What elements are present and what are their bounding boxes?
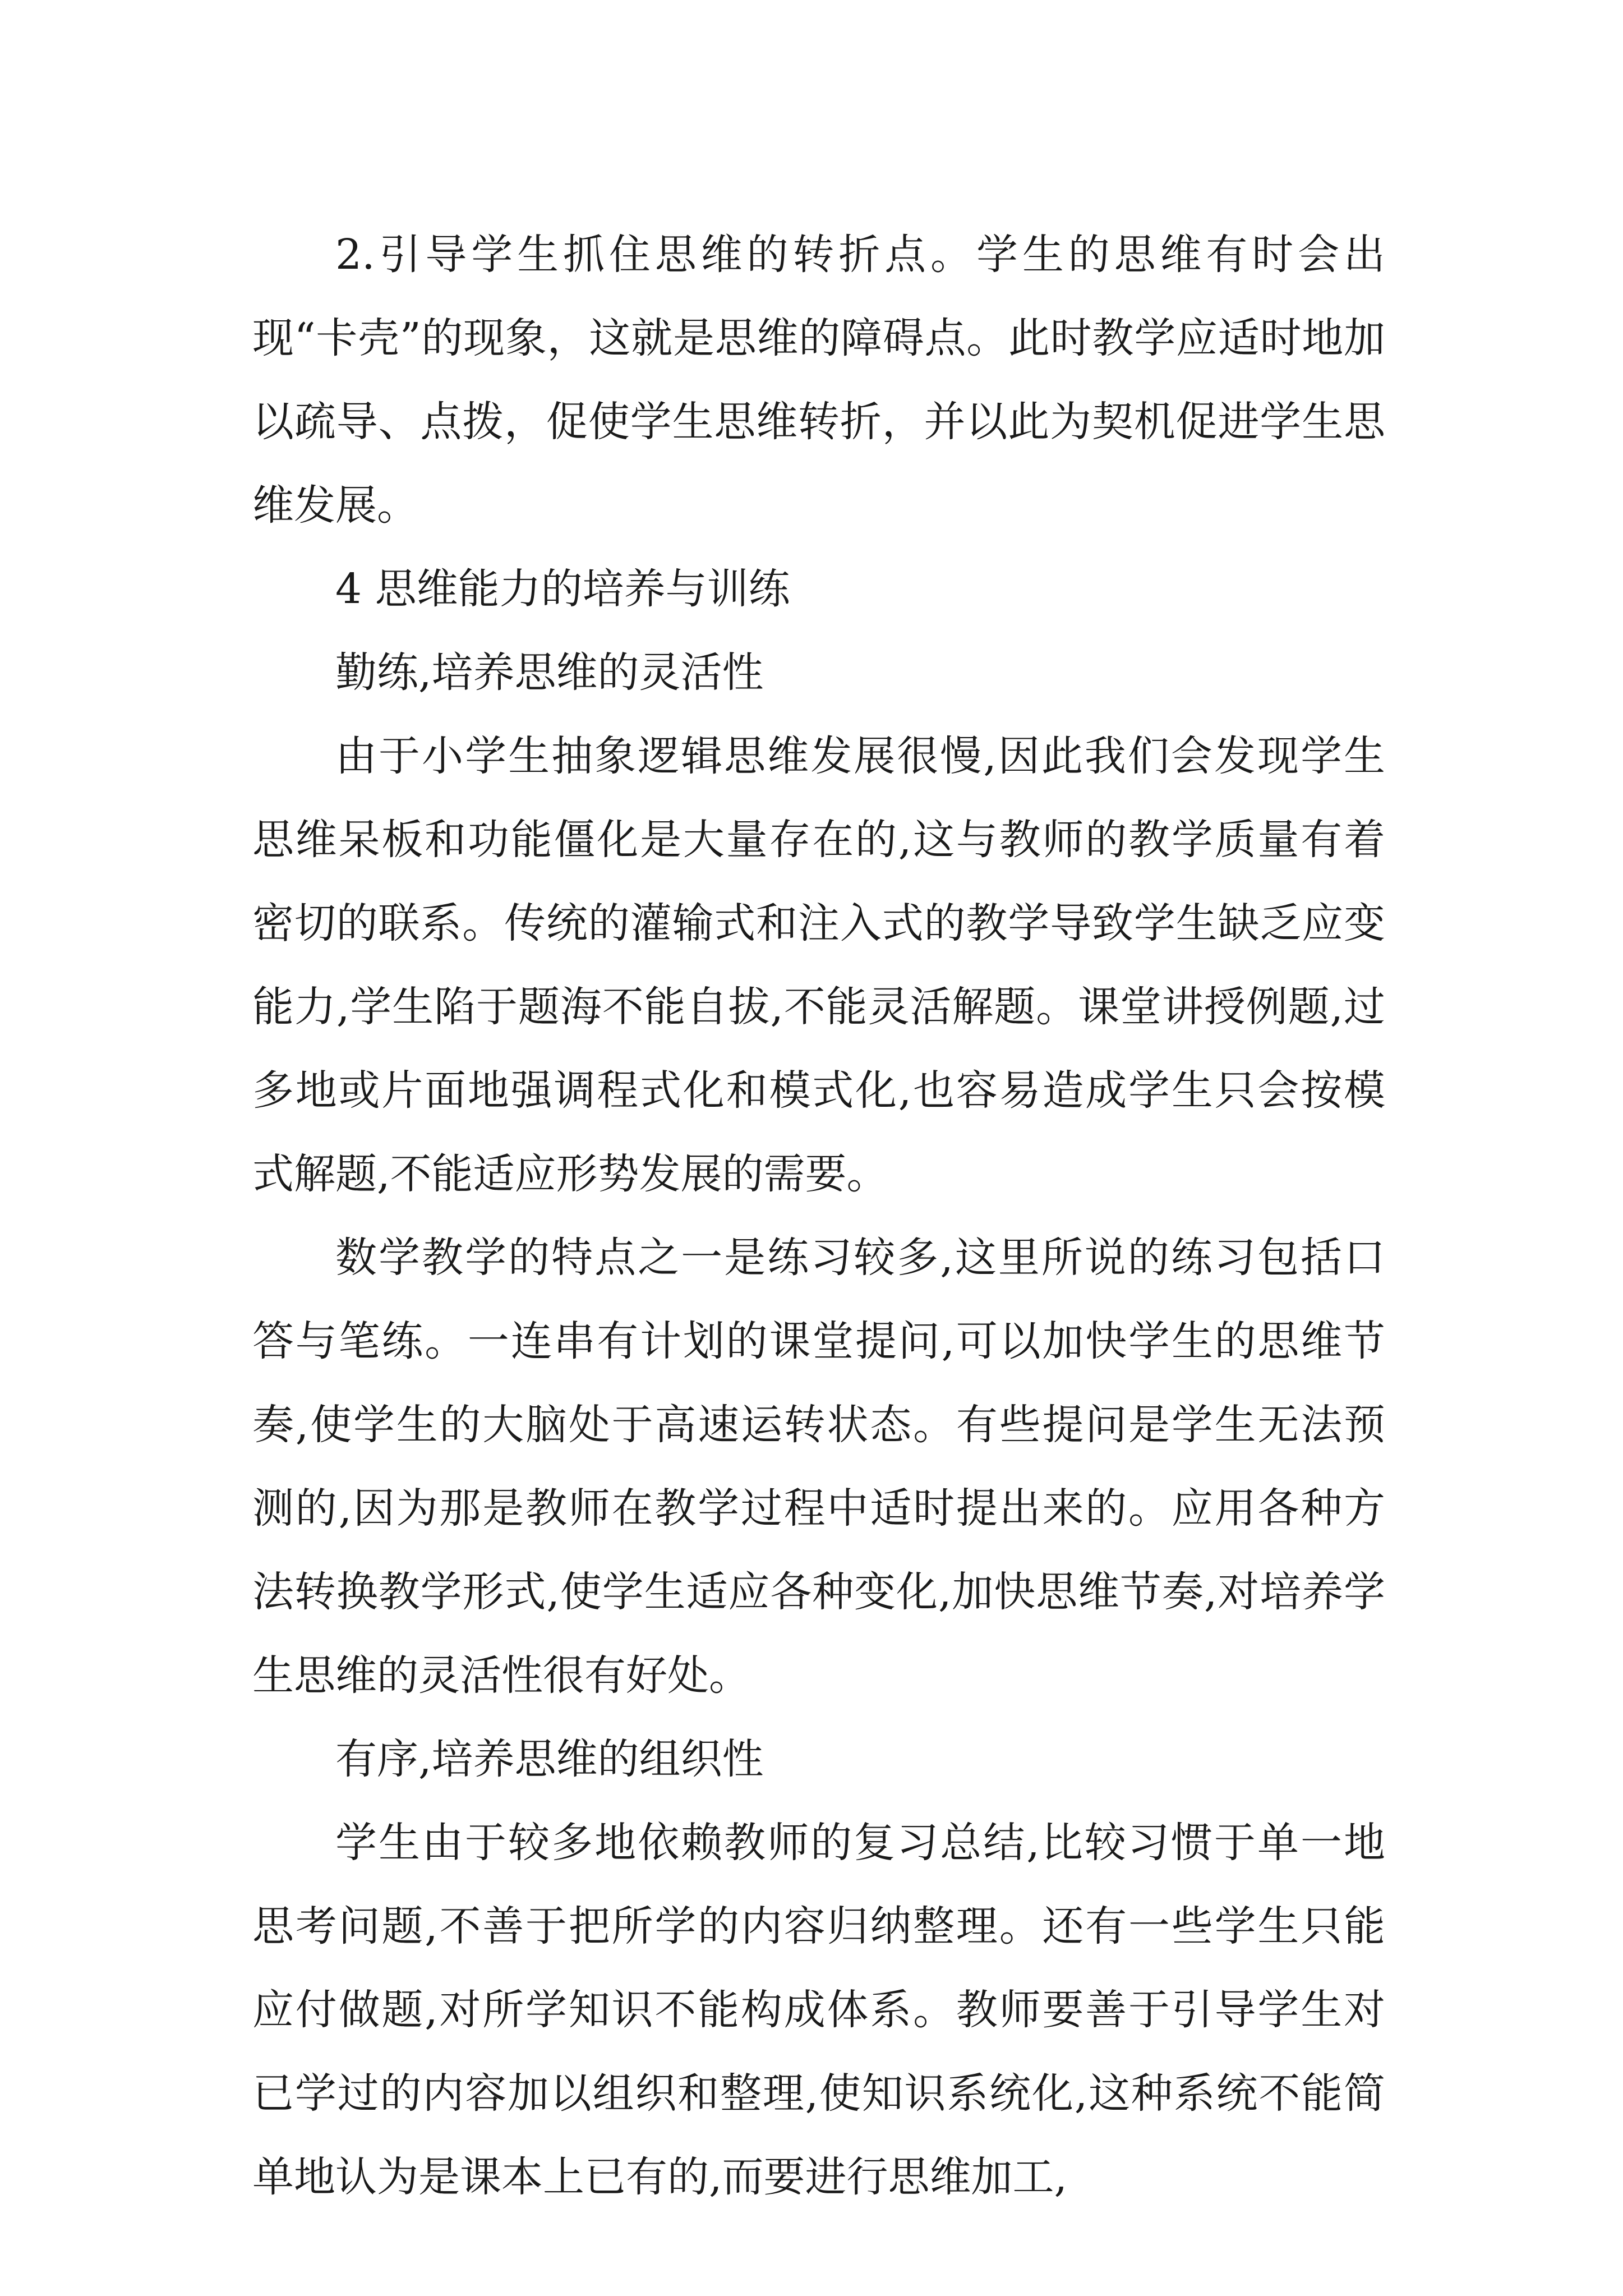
paragraph-flexibility-intro: 由于小学生抽象逻辑思维发展很慢,因此我们会发现学生思维呆板和功能僵化是大量存在的,这与教师的教学质量有着密切的联系。传统的灌输式和注入式的教学导致学生缺乏应变能力,学生陷于题海不能自拔,不能灵活解题。课堂讲授例题,过多地或片面地强调程式化和模式化,也容易造成学生只会按模式解题,不能适应形势发展的需要。 xyxy=(252,732,1385,1198)
paragraph-organization: 学生由于较多地依赖教师的复习总结,比较习惯于单一地思考问题,不善于把所学的内容归纳整理。还有一些学生只能应付做题,对所学知识不能构成体系。教师要善于引导学生对已学过的内容加以组织和整理,使知识系统化,这种系统不能简单地认为是课本上已有的,而要进行思维加工, xyxy=(252,1819,1385,2201)
paragraph-turning-point: 2.引导学生抓住思维的转折点。学生的思维有时会出现“卡壳”的现象，这就是思维的障碍点。此时教学应适时地加以疏导、点拨，促使学生思维转折，并以此为契机促进学生思维发展。 xyxy=(252,231,1385,530)
section-heading-thinking-ability: 4 思维能力的培养与训练 xyxy=(335,565,790,613)
subheading-organization: 有序,培养思维的组织性 xyxy=(335,1735,764,1783)
subheading-flexibility: 勤练,培养思维的灵活性 xyxy=(335,648,764,697)
document-body xyxy=(252,213,1385,2219)
paragraph-practice: 数学教学的特点之一是练习较多,这里所说的练习包括口答与笔练。一连串有计划的课堂提问,可以加快学生的思维节奏,使学生的大脑处于高速运转状态。有些提问是学生无法预测的,因为那是教师在教学过程中适时提出来的。应用各种方法转换教学形式,使学生适应各种变化,加快思维节奏,对培养学生思维的灵活性很有好处。 xyxy=(252,1234,1385,1700)
